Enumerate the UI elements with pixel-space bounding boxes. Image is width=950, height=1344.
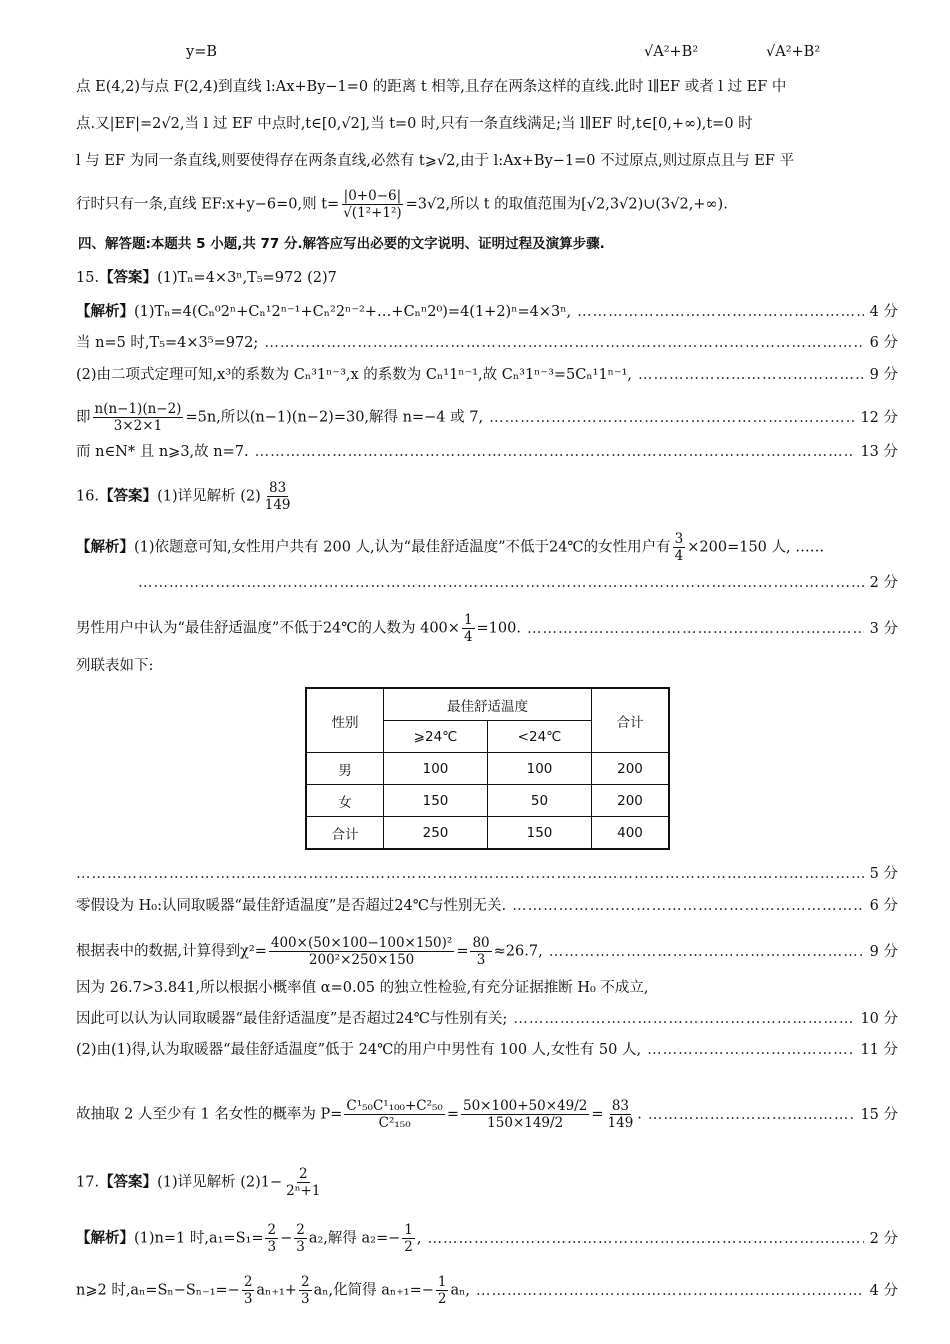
q17-step1-b: − (280, 1230, 293, 1247)
q15-step2 (76, 333, 898, 353)
q16-answer (76, 480, 898, 513)
fraction-numerator: C¹₅₀C¹₁₀₀+C²₅₀ (346, 1098, 443, 1114)
fraction-numerator: 2 (296, 1222, 305, 1238)
table-cell: 150 (384, 785, 488, 817)
fraction (242, 1274, 255, 1307)
q16-step9-b: = (446, 1106, 459, 1123)
q16-step5-b: = (456, 943, 469, 960)
top-fragment-mid2: √A²+B² (766, 44, 821, 60)
top-fragment-left: y=B (186, 44, 217, 60)
q16-answer-tag: 【答案】 (99, 487, 158, 505)
q17-answer-tag: 【答案】 (99, 1173, 158, 1191)
fraction-numerator: n(n−1)(n−2) (94, 401, 182, 417)
fraction (436, 1274, 449, 1307)
fraction-denominator: 3×2×1 (113, 418, 163, 434)
fraction-denominator: 4 (674, 548, 684, 564)
leader-dots (489, 408, 854, 428)
fraction-numerator: 50×100+50×49/2 (462, 1098, 588, 1114)
fraction-denominator: 2ⁿ+1 (286, 1183, 321, 1199)
q16-step2 (76, 612, 898, 645)
q16-step3: 列联表如下: (76, 658, 154, 674)
q16-chi-fraction2 (470, 935, 491, 968)
q16-step9-score: 15 分 (860, 1106, 898, 1123)
table-cell: 50 (488, 785, 592, 817)
table-cell: 100 (384, 753, 488, 785)
q15-step3-text: (2)由二项式定理可知,x³的系数为 Cₙ³1ⁿ⁻³,x 的系数为 Cₙ¹1ⁿ⁻¹,故 Cₙ³1ⁿ⁻³=5Cₙ¹1ⁿ⁻¹, (76, 367, 633, 383)
q15-step2-text: 当 n=5 时,T₅=4×3⁵=972; (76, 335, 259, 351)
q17-step1 (76, 1222, 898, 1255)
fraction-denominator: 200²×250×150 (308, 952, 415, 968)
q17-step1-a: (1)n=1 时,a₁=S₁= (134, 1230, 264, 1247)
q16-step5 (76, 935, 898, 968)
table-header-total: 合计 (592, 688, 670, 753)
q16-step9-a: 故抽取 2 人至少有 1 名女性的概率为 P= (76, 1106, 343, 1123)
q16-step7-text: 因此可以认为认同取暖器“最佳舒适温度”是否超过24℃与性别有关; (76, 1011, 508, 1027)
q17-step2-c: aₙ,化简得 aₙ₊₁=− (313, 1282, 434, 1299)
q16-step9-d: . (637, 1106, 642, 1123)
q15-step3-score: 9 分 (869, 367, 898, 383)
q16-step7-score: 10 分 (860, 1011, 898, 1027)
fraction-numerator: 80 (472, 935, 490, 951)
para14-line1: 点 E(4,2)与点 F(2,4)到直线 l:Ax+By−1=0 的距离 t 相等,且存在两条这样的直线.此时 l∥EF 或者 l 过 EF 中 (76, 79, 787, 95)
q16-step5-a: 根据表中的数据,计算得到χ²= (76, 943, 267, 960)
q16-step8-score: 11 分 (860, 1042, 898, 1058)
top-fragment-mid1: √A²+B² (644, 44, 699, 60)
table-header-gender: 性别 (306, 688, 384, 753)
q15-step1 (76, 302, 898, 322)
fraction-numerator: 2 (299, 1166, 308, 1182)
q16-step5-score: 9 分 (869, 943, 898, 960)
q16-step4-score: 6 分 (869, 898, 898, 914)
leader-dots (638, 365, 864, 385)
fraction-denominator: 3 (476, 952, 486, 968)
q16-fraction-3-4 (673, 531, 686, 564)
q16-step1 (76, 531, 898, 564)
fraction-denominator: 3 (267, 1239, 277, 1255)
fraction-denominator: 150×149/2 (487, 1115, 564, 1131)
q15-answer-tag: 【答案】 (99, 269, 158, 286)
table-row (306, 753, 669, 785)
fraction-denominator: 149 (607, 1115, 634, 1131)
fraction-denominator: 2 (404, 1239, 413, 1255)
q16-table-score-row (76, 864, 898, 884)
q16-chi-fraction (269, 935, 454, 968)
table-row (306, 817, 669, 850)
q17-step2-d: aₙ, (450, 1282, 471, 1299)
q17-step1-score: 2 分 (869, 1230, 898, 1247)
fraction-numerator: 2 (300, 1274, 310, 1290)
q15-analysis-tag: 【解析】 (76, 303, 134, 320)
q15-step1-score: 4 分 (869, 304, 898, 320)
q16-step4 (76, 896, 898, 916)
leader-dots (648, 1105, 855, 1125)
q17-number: 17. (76, 1174, 100, 1191)
q16-step7 (76, 1009, 898, 1029)
q16-step5-c: ≈26.7, (493, 943, 543, 960)
q17-step1-d: , (416, 1230, 422, 1247)
q15-step3 (76, 365, 898, 385)
fraction-denominator: C²₁₅₀ (378, 1115, 411, 1131)
q16-step9-c: = (591, 1106, 604, 1123)
q17-step2-score: 4 分 (869, 1282, 898, 1299)
fraction-numerator: 83 (269, 480, 287, 496)
q17-analysis-tag: 【解析】 (76, 1229, 134, 1247)
q15-step4-score: 12 分 (860, 409, 898, 426)
q15-step4-b: =5n,所以(n−1)(n−2)=30,解得 n=−4 或 7, (185, 409, 484, 426)
para14-line3: l 与 EF 为同一条直线,则要使得存在两条直线,必然有 t⩾√2,由于 l:Ax+By−1=0 不过原点,则过原点且与 EF 平 (76, 153, 795, 169)
table-row (306, 785, 669, 817)
q16-step1-a: (1)依题意可知,女性用户共有 200 人,认为“最佳舒适温度”不低于24℃的女性用户有 (134, 539, 671, 556)
q17-step2 (76, 1274, 898, 1307)
table-cell: 合计 (306, 817, 384, 850)
table-header-ge24: ⩾24℃ (384, 721, 488, 753)
q17-answer-text: (1)详见解析 (2)1− (157, 1174, 283, 1191)
para14-line4-b: =3√2,所以 t 的取值范围为[√2,3√2)∪(3√2,+∞). (405, 196, 728, 213)
fraction-denominator: 3 (300, 1291, 310, 1307)
fraction-numerator: |0+0−6| (343, 188, 402, 204)
table-cell: 女 (306, 785, 384, 817)
table-cell: 250 (384, 817, 488, 850)
q16-analysis-tag: 【解析】 (76, 538, 134, 556)
fraction-numerator: 1 (437, 1274, 447, 1290)
para14-fraction (341, 188, 403, 221)
q16-prob-fraction2 (461, 1098, 589, 1131)
table-cell: 200 (592, 753, 670, 785)
q16-step2-score: 3 分 (869, 620, 898, 637)
q15-step2-score: 6 分 (869, 335, 898, 351)
q16-number: 16. (76, 488, 100, 505)
fraction-numerator: 2 (267, 1222, 277, 1238)
fraction-numerator: 1 (404, 1222, 413, 1238)
fraction-numerator: 3 (674, 531, 684, 547)
table-header-lt24: <24℃ (488, 721, 592, 753)
section-heading: 四、解答题:本题共 5 小题,共 77 分.解答应写出必要的文字说明、证明过程及演算步骤. (78, 236, 605, 252)
leader-dots (255, 442, 855, 462)
q16-step2-a: 男性用户中认为“最佳舒适温度”不低于24℃的人数为 400× (76, 620, 460, 637)
para14-line4-a: 行时只有一条,直线 EF:x+y−6=0,则 t= (76, 196, 340, 213)
q16-step6: 因为 26.7>3.841,所以根据小概率值 α=0.05 的独立性检验,有充分证据推断 H₀ 不成立, (76, 980, 649, 996)
leader-dots (76, 864, 864, 884)
fraction-denominator: 4 (463, 629, 473, 645)
q16-step1-b: ×200=150 人, …… (687, 539, 825, 556)
q15-step1-text: (1)Tₙ=4(Cₙ⁰2ⁿ+Cₙ¹2ⁿ⁻¹+Cₙ²2ⁿ⁻²+…+Cₙⁿ2⁰)=4(1+2)ⁿ=4×3ⁿ, (134, 304, 572, 320)
table-cell: 200 (592, 785, 670, 817)
fraction (299, 1274, 312, 1307)
q16-fraction-1-4 (462, 612, 475, 645)
q15-answer-text: (1)Tₙ=4×3ⁿ,T₅=972 (2)7 (157, 270, 337, 286)
q15-step5 (76, 442, 898, 462)
leader-dots (476, 1281, 864, 1301)
q16-step4-text: 零假设为 H₀:认同取暖器“最佳舒适温度”是否超过24℃与性别无关. (76, 898, 507, 914)
q15-answer (76, 268, 898, 288)
leader-dots (264, 333, 863, 353)
fraction-denominator: √(1²+1²) (343, 205, 402, 221)
leader-dots (513, 1009, 854, 1029)
table-header-temp: 最佳舒适温度 (384, 688, 592, 721)
q16-step1-score: 2 分 (869, 575, 898, 591)
fraction-numerator: 83 (611, 1098, 629, 1114)
q16-prob-fraction3 (606, 1098, 636, 1131)
fraction-denominator: 3 (243, 1291, 253, 1307)
leader-dots (512, 896, 864, 916)
fraction-denominator: 149 (264, 497, 291, 513)
leader-dots (549, 942, 864, 962)
q15-step5-text: 而 n∈N* 且 n⩾3,故 n=7. (76, 444, 249, 460)
fraction (265, 1222, 278, 1255)
q17-answer-fraction (284, 1166, 322, 1199)
q16-step1-cont (138, 573, 898, 593)
leader-dots (427, 1229, 863, 1249)
table-cell: 100 (488, 753, 592, 785)
fraction (402, 1222, 415, 1255)
leader-dots (577, 302, 864, 322)
q16-prob-fraction (344, 1098, 444, 1131)
para14-line4 (76, 188, 898, 221)
leader-dots (138, 573, 864, 593)
fraction-numerator: 1 (463, 612, 473, 628)
q17-step1-c: a₂,解得 a₂=− (308, 1230, 401, 1247)
fraction-denominator: 3 (296, 1239, 305, 1255)
leader-dots (647, 1040, 854, 1060)
q16-step2-b: =100. (476, 620, 521, 637)
q17-step2-b: aₙ₊₁+ (256, 1282, 297, 1299)
q15-step5-score: 13 分 (860, 444, 898, 460)
q16-step9 (76, 1098, 898, 1131)
fraction (294, 1222, 307, 1255)
table-cell: 400 (592, 817, 670, 850)
q17-step2-a: n⩾2 时,aₙ=Sₙ−Sₙ₋₁=− (76, 1282, 240, 1299)
q16-answer-text: (1)详见解析 (2) (157, 488, 261, 505)
q16-table-score: 5 分 (869, 866, 898, 882)
q17-answer (76, 1166, 898, 1199)
table-cell: 150 (488, 817, 592, 850)
fraction-numerator: 400×(50×100−100×150)² (270, 935, 453, 951)
contingency-table (305, 687, 670, 850)
q16-answer-fraction (263, 480, 293, 513)
q15-number: 15. (76, 270, 100, 286)
q16-step8-text: (2)由(1)得,认为取暖器“最佳舒适温度”低于 24℃的用户中男性有 100 人,女性有 50 人, (76, 1042, 642, 1058)
q15-step4 (76, 401, 898, 434)
q15-fraction (93, 401, 184, 434)
fraction-denominator: 2 (437, 1291, 447, 1307)
q16-step8 (76, 1040, 898, 1060)
para14-line2: 点.又|EF|=2√2,当 l 过 EF 中点时,t∈[0,√2],当 t=0 时,只有一条直线满足;当 l∥EF 时,t∈[0,+∞),t=0 时 (76, 116, 753, 132)
leader-dots (527, 619, 864, 639)
table-cell: 男 (306, 753, 384, 785)
fraction-numerator: 2 (243, 1274, 253, 1290)
q15-step4-a: 即 (76, 409, 91, 426)
